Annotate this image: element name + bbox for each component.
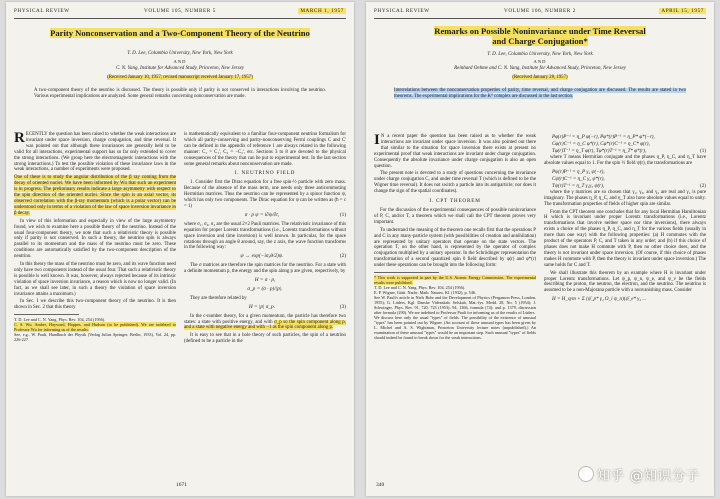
paper-title-text: Parity Nonconservation and a Two-Component Theory of the Neutrino <box>50 28 310 38</box>
equation-3 <box>184 305 346 311</box>
col2-paragraph-1: is mathematically equivalent to a familiar four-component neutrino formalism for which all parity-conserving and parity-nonconserving Fermi couplings C and C' can be defined in the appendix of reference 1 are always related in the following manner: C₁ = C₁', C₂ = −C₂', etc. Sections 3 to 8 are devoted to the physical consequences of the theory that can be put to experimental test. In the last section some general remarks about nonconservation are made. <box>184 132 346 167</box>
page-header <box>374 8 706 18</box>
left-paper-page <box>6 2 354 496</box>
abstract <box>394 88 686 100</box>
equation-1 <box>184 213 346 219</box>
header-rule <box>14 18 346 19</box>
intro-p1-text: N a recent paper the question has been raised as to whether the weak interactions are invariant under space inversion. It was also pointed out there that similar to the situation for space inversion there exists at present no experimental proof that weak interactions are invariant under charge conjugation. Consequently the absolute invariance under charge conjugation is also an open question. <box>374 134 536 169</box>
zhihu-watermark <box>575 465 700 484</box>
equation-number: (2) <box>700 182 706 189</box>
right-paper-page <box>366 2 714 496</box>
equation-block-1 <box>544 134 706 155</box>
intro-paragraph-4: To understand the meaning of the theorem one recalls first that the operations P and C in any many-particle system (with possibilities of creation and annihilation) are represented by unitary operators that operate on the state vectors. The operation T, on the other hand, is represented by the operator of complex conjugation multiplied by a unitary operator. In the Schrödinger representation the transformation of a second quantized spin 0 field described by φ(r) and φ*(r) under these operations can be brought into the following form: <box>374 227 536 269</box>
header-rule <box>374 18 706 19</box>
col2-paragraph-6 <box>184 314 346 332</box>
equation-3-body: H = |p| σ_p. <box>248 303 275 310</box>
paper-title-line-1: Remarks on Possible Noninvariance under Time Reversal <box>434 26 646 36</box>
left-column <box>14 132 176 462</box>
col2-paragraph-2: 1. Consider first the Dirac equation for a free spin-½ particle with zero mass. Because of the absence of the mass term, one needs only three anticommuting Hermitian matrices. Thus the neutrino can be represented by a spinor function ψ, which has only two components. The Dirac equation for ψ can be written as (ħ = c = 1) <box>184 180 346 209</box>
col2-paragraph-2: where the γ matrices are so chosen that γ₁, γ₃, and γ₄ are real and γ₂ is pure imaginary. The phases η_P, η_C, and η_T also have absolute values equal to unity. The transformation properties of fields of higher spin are similar. <box>544 189 706 207</box>
col2-paragraph-3: where σ₁, σ₂, σ₃ are the usual 2×2 Pauli matrices. The relativistic invariance of this equation for proper Lorentz transformations (i.e., Lorentz transformations without space inversion and time inversion) is well known. In particular, for the space rotations through an angle θ around, say, the z axis, the wave function transforms in the following way: <box>184 221 346 251</box>
equation-1-body: σ · p ψ = i∂ψ/∂t, <box>244 211 280 218</box>
author-and: AND <box>533 59 547 64</box>
footnote-3: See W. Pauli's article in Niels Bohr and the Development of Physics (Pergamon Press, London, 1955); G. Lüders, Kgl. Danske Videnskab. Selskab, Mat.-fys. Medd. 28, No. 5 (1954); J. Schwinger, Phys. Rev. 91, 720, 723 (1953); 94, 1366, formula (74); and p. 1379, discussion after formula (290). We are indebted to Professor Pauli for informing us of the results of Lüders. <box>374 295 536 316</box>
abstract: A two-component theory of the neutrino is discussed. The theory is possible only if parity is not conserved in interactions involving the neutrino. Various experimental implications are analyzed. Some general remarks concerning nonconservation are made. <box>34 88 326 99</box>
col2-paragraph-5: They are therefore related by <box>190 295 247 301</box>
paper-title <box>406 26 674 46</box>
footnote-4: We discuss here only the usual "types" of fields. The possibility of the existence of unusual "types" has been pointed out by Wigner. (An account of these unusual types has been given by L. Michel and A. S. Wightman, Princeton University lecture notes (unpublished).) An examination of these unusual "types" would be an important step. Such unusual "types" of fields should indeed be found to break down for the weak interactions. <box>374 315 536 341</box>
equation-2-number: (2) <box>339 253 346 260</box>
received-date <box>66 75 294 80</box>
equation-line <box>552 148 706 155</box>
equation-line: Cφ(r)C⁻¹ = η_C φ*(r), Cφ*(r)C⁻¹ = η_C* φ(r), <box>552 141 650 147</box>
received-date-text: (Received January 10, 1957; revised manuscript received January 17, 1957) <box>107 75 253 80</box>
footnote-1: T. D. Lee and C. N. Yang, Phys. Rev. 104, 254 (1956). <box>14 317 106 323</box>
intro-p1-text: ECENTLY the question has been raised to whether the weak interactions are invariant under space inversion, charge conjugation, and time reversal. It was pointed out that although these invariances are generally held to be valid for all interactions, experimental support has so far only extended to cover the strong interactions. (We group here the electromagnetic interactions with the strong interactions.) To test the possible violation of these invariance laws in the weak interactions, a number of experiments were proposed. <box>14 132 176 173</box>
author-and: AND <box>173 59 187 64</box>
issue-date: APRIL 15, 1957 <box>661 8 704 14</box>
col2-paragraph-4: We shall illustrate this theorem by an example where H is invariant under proper Lorentz transformations. Let ψ_p, ψ_n, ψ_e, and ψ_ν be the fields describing the proton, the neutron, the electron, and the neutrino. The neutrino is assumed to be a non-Majorana particle with a nonvanishing mass. Consider <box>544 270 706 294</box>
paper-title <box>46 28 314 38</box>
footnote-2: E. P. Wigner, Götti. Nachr. Math. Naturw. Kl. (1932), p. 546. <box>374 290 477 296</box>
volume-number: VOLUME 106, NUMBER 2 <box>504 8 576 14</box>
author-line-2: C. N. Yang, Institute for Advanced Study, Princeton, New Jersey <box>115 66 245 71</box>
equation-block-2 <box>544 169 706 190</box>
drop-cap: I <box>374 132 380 148</box>
equation-line-body: Tψ(r)T⁻¹ = η_T γ₁γ₃ ψ(r), <box>552 182 605 189</box>
equation-line: Cψ(r)C⁻¹ = η_C γ₂ ψ*(r), <box>552 175 605 182</box>
issue-date: MARCH 1, 1957 <box>300 8 344 14</box>
col2-paragraph-6-text: In the c-number theory, for a given momentum, the particle has therefore two states: a state with positive energy, and with <box>184 313 346 325</box>
col2-paragraph-4: The σ matrices are therefore the spin matrices for the neutrino. For a state with a definite momentum p, the energy and the spin along p are given, respectively, by <box>184 263 346 275</box>
col2-paragraph-1: where T means Hermitian conjugate and the phases η_P, η_C, and η_T have absolute values equal to 1. For the spin ½ field ψ(r), the transformations are <box>544 155 706 166</box>
intro-paragraph-1 <box>14 132 176 173</box>
equation-3-number: (3) <box>339 303 346 310</box>
equation-3b: σ_p = (σ · p)/|p|. <box>247 285 283 292</box>
journal-name: PHYSICAL REVIEW <box>14 8 70 14</box>
section-heading: I. NEUTRINO FIELD <box>234 170 296 177</box>
intro-paragraph-3: For the discussion of the experimental consequences of possible noninvariance of P, C, and/or T, a theorem which we shall call the CPT theorem proves very important. <box>374 207 536 225</box>
equation-number: (1) <box>700 148 706 154</box>
equation-line: Pφ(r)P⁻¹ = η_P φ(−r), Pφ*(r)P⁻¹ = η_P* φ*(−r), <box>552 134 655 140</box>
author-line-1: T. D. Lee, Columbia University, New York, New York <box>487 52 593 57</box>
hamiltonian-equation: H = H_sym + Σ (ψ̄_p* γ₄ O_i ψ_n)(ψ̄_e* γ₄ ... <box>552 296 647 303</box>
equation-1-number: (1) <box>339 211 346 218</box>
journal-name: PHYSICAL REVIEW <box>374 8 430 14</box>
highlighted-spin-passage: σ_p so the spin component along p, and a state with negative energy and with −1 as the spin component along p. <box>184 319 346 331</box>
equation-line-body: Tφ(r)T⁻¹ = η_T φ(r), Tφ*(r)T⁻¹ = η_T* φ*(r), <box>552 148 647 154</box>
received-date-text: (Received January 28, 1957) <box>512 75 568 80</box>
intro-paragraph-3: In this theory the mass of the neutrino must be zero, and its wave function need only have two components instead of the usual four. That such a relativistic theory is possible is well known. It was, however, always rejected because of its intrinsic violation of space inversion invariance, a reason which is now no longer valid. (In fact, as we shall see later, in such a theory the violation of space inversion invariance attains a maximum.) <box>14 262 176 297</box>
received-date <box>426 75 654 80</box>
author-line-1: T. D. Lee, Columbia University, New York, New York <box>127 51 233 56</box>
intro-paragraph-4: In Sec. I we describe this two-component theory of the neutrino. It is then shown in Sec. 2 that this theory <box>14 299 176 311</box>
section-heading: I. CPT THEOREM <box>429 198 481 205</box>
equation-2 <box>184 254 346 260</box>
footnote-2: C. S. Wu, Amber, Hayward, Hoppes, and Hudson (to be published). We are indebted to Professor Wu for informing us of the results. <box>14 322 176 333</box>
author-line-2: Reinhard Oehme and C. N. Yang, Institute for Advanced Study, Princeton, New Jersey <box>454 66 626 71</box>
page-number: 1671 <box>176 482 187 488</box>
volume-number: VOLUME 105, NUMBER 5 <box>144 8 216 14</box>
abstract-highlight: Interrelations between the nonconservation properties of parity, time reversal, and charge conjugation are discussed. The results are stated in two theorems. The experimental implications for the K⁰ complex are discussed in the last section. <box>394 88 686 99</box>
highlighted-passage: One of these is to study the angular distribution of the β ray coming from the decay of oriented nuclei. We have been informed by Wu that such an experiment is in progress. The preliminary results indicate a large asymmetry with respect to the spin direction of the oriented nuclei. Since the spin is an axial vector, its observed correlation with the β-ray momentum (which is a polar vector) can be understood only in terms of a violation of the law of space inversion invariance in β decay. <box>14 175 176 216</box>
page-number: 340 <box>376 482 385 488</box>
footnote-rule <box>14 314 79 315</box>
intro-paragraph-2: The present note is devoted to a study of questions concerning the invariance under charge conjugation C, and under time reversal T (which is defined to be the Wigner time reversal). It does not switch a particle into its antiparticle; nor does it change the sign of the spatial coordinates). <box>374 171 536 195</box>
equation-line: Pψ(r)P⁻¹ = η_P γ₄ ψ(−r), <box>552 168 605 175</box>
intro-paragraph-1 <box>374 134 536 169</box>
footnote-highlight: * This work is supported in part by the U.S. Atomic Energy Commission. The experimental results were published. <box>374 275 536 286</box>
left-column <box>374 134 536 479</box>
col2-paragraph-3: From the CPT theorem one concludes that for any local Hermitian Hamiltonian H which is invariant under proper Lorentz transformations (i.e., Lorentz transformations that involve neither space nor time inversions), there always exists a choice of the phases η_P, η_C, and η_T for the various fields (usually in more than one way) with the following properties: (a) H commutes with the product of the operators P, C, and T taken in any order; and (b) if this choice of phases does not make H commute with P, then no other choice does, and the theory is not invariant under space inversion. (Of course, if this choice of phases makes H commute with P, then the theory is invariant under space inversion.) The same holds for C and T. <box>544 209 706 268</box>
equation-3a: H = σ · p, <box>254 277 276 284</box>
footnote-3: See, e.g., W. Pauli, Handbuch der Physik (Verlag Julius Springer, Berlin, 1933), Vol. 24, pp. 226-227. <box>14 332 176 343</box>
watermark-text: 知乎 @知识分子 <box>596 469 700 484</box>
col2-paragraph-7: It is easy to see that in a hole theory of such particles, the spin of a neutrino (defined to be a particle in the <box>184 333 346 345</box>
footnote-1: T. D. Lee and C. N. Yang, Phys. Rev. 104, 254 (1956). <box>374 285 466 291</box>
intro-paragraph-2: In view of this information and especially in view of the large asymmetry found, we wish to examine here a possible theory of the neutrino. Instead of the usual four-component theory, we note that such a relativistic theory is possible only if parity is not conserved. In such a theory, the neutrino spin is always parallel to its momentum and the mass of the neutrino must be zero. These conditions are automatically satisfied by the two-component description of the neutrino. <box>14 218 176 260</box>
drop-cap: R <box>14 130 25 146</box>
zhihu-logo-icon <box>578 466 594 482</box>
equation-line <box>552 183 706 190</box>
equation-2-body: ψ → exp(−iσ₃θ/2)ψ. <box>240 253 284 260</box>
right-column <box>544 134 706 464</box>
page-header <box>14 8 346 18</box>
right-column <box>184 132 346 472</box>
paper-title-line-2: and Charge Conjugation* <box>492 36 588 46</box>
footnote-rule <box>374 272 439 273</box>
